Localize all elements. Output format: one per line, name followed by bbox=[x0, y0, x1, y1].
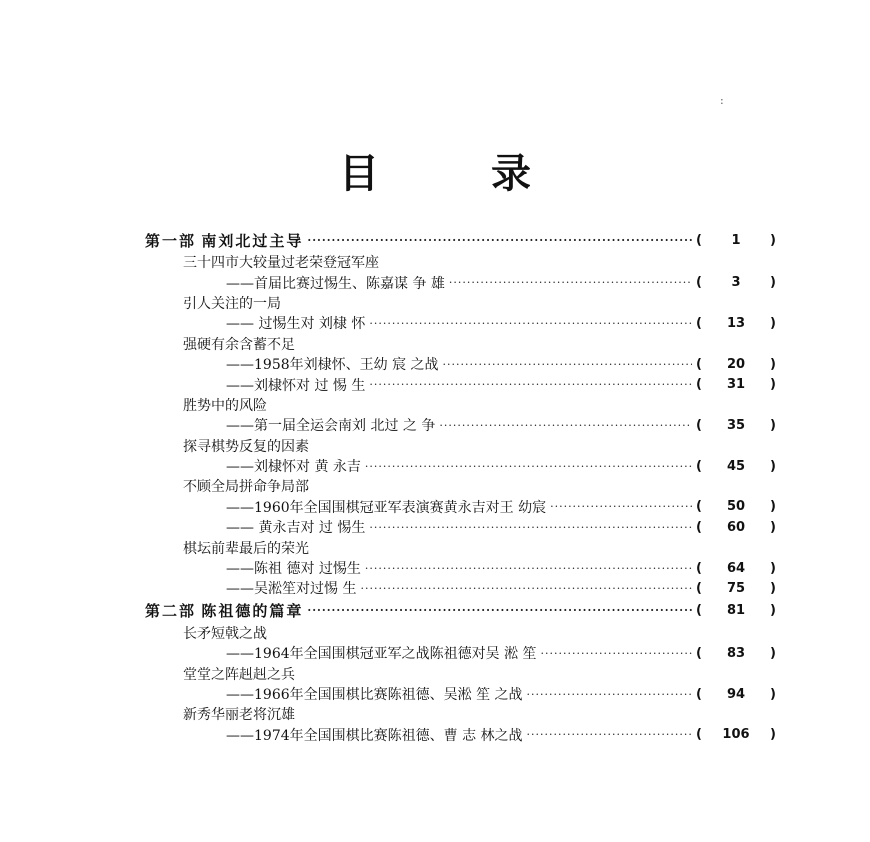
open-paren: ( bbox=[696, 417, 702, 433]
toc-entry-sub[interactable] bbox=[0, 354, 870, 374]
section-heading: 引人关注的一局 bbox=[183, 295, 281, 312]
dot-leader bbox=[365, 562, 692, 575]
part-number: 第一部 bbox=[145, 231, 197, 250]
game-title: ——1964年全国围棋冠亚军之战陈祖德对吴 淞 笙 bbox=[226, 646, 537, 663]
dot-leader bbox=[527, 728, 692, 741]
part-title: 陈祖德的篇章 bbox=[201, 602, 304, 621]
page-reference bbox=[696, 233, 776, 248]
dot-leader bbox=[369, 378, 692, 391]
open-paren: ( bbox=[696, 232, 702, 248]
section-heading: 长矛短戟之战 bbox=[183, 625, 267, 642]
toc-entry-heading[interactable] bbox=[0, 334, 870, 354]
toc-entry-heading[interactable] bbox=[0, 476, 870, 496]
dot-leader bbox=[365, 460, 692, 473]
toc-entry-sub[interactable] bbox=[0, 725, 870, 745]
dot-leader bbox=[360, 582, 692, 595]
close-paren: ) bbox=[770, 458, 776, 474]
page-reference bbox=[696, 727, 776, 742]
open-paren: ( bbox=[696, 356, 702, 372]
page-number: 83 bbox=[726, 645, 746, 661]
section-heading: 不顾全局拼命争局部 bbox=[183, 479, 309, 496]
open-paren: ( bbox=[696, 377, 702, 393]
page-number: 60 bbox=[726, 519, 746, 535]
open-paren: ( bbox=[696, 315, 702, 331]
toc-entry-heading[interactable] bbox=[0, 663, 870, 683]
section-heading: 堂堂之阵赳赳之兵 bbox=[183, 666, 295, 683]
page-number: 13 bbox=[726, 315, 746, 331]
page-number: 75 bbox=[726, 580, 746, 596]
page-title: 目 录 bbox=[339, 151, 567, 197]
toc-entry-sub[interactable] bbox=[0, 272, 870, 292]
game-title: ——1974年全国围棋比赛陈祖德、曹 志 林之战 bbox=[226, 727, 523, 744]
close-paren: ) bbox=[770, 356, 776, 372]
open-paren: ( bbox=[696, 686, 702, 702]
table-of-contents bbox=[0, 228, 870, 745]
page-number: 3 bbox=[731, 275, 741, 291]
close-paren: ) bbox=[770, 519, 776, 535]
page-number: 106 bbox=[722, 727, 750, 743]
page-reference bbox=[696, 499, 776, 514]
open-paren: ( bbox=[696, 499, 702, 515]
game-title: —— 黄永吉对 过 惕生 bbox=[226, 520, 366, 537]
close-paren: ) bbox=[770, 560, 776, 576]
toc-entry-heading[interactable] bbox=[0, 623, 870, 643]
open-paren: ( bbox=[696, 560, 702, 576]
page-number: 81 bbox=[726, 603, 746, 619]
page-reference bbox=[696, 603, 776, 618]
page-number: 35 bbox=[726, 417, 746, 433]
toc-entry-heading[interactable] bbox=[0, 395, 870, 415]
page-reference bbox=[696, 520, 776, 535]
page-number: 50 bbox=[726, 499, 746, 515]
page-reference bbox=[696, 418, 776, 433]
section-heading: 强硬有余含蓄不足 bbox=[183, 336, 295, 353]
dot-leader bbox=[550, 500, 692, 513]
page-number: 45 bbox=[726, 458, 746, 474]
dot-leader bbox=[439, 419, 692, 432]
toc-entry-heading[interactable] bbox=[0, 436, 870, 456]
game-title: ——陈祖 德对 过惕生 bbox=[226, 561, 361, 578]
close-paren: ) bbox=[770, 727, 776, 743]
close-paren: ) bbox=[770, 499, 776, 515]
game-title: —— 过惕生对 刘棣 怀 bbox=[226, 316, 366, 333]
page-number: 20 bbox=[726, 356, 746, 372]
toc-entry-sub[interactable] bbox=[0, 578, 870, 598]
game-title: ——刘棣怀对 黄 永吉 bbox=[226, 459, 361, 476]
close-paren: ) bbox=[770, 603, 776, 619]
game-title: ——首届比赛过惕生、陈嘉谋 争 雄 bbox=[226, 275, 445, 292]
game-title: ——刘棣怀对 过 惕 生 bbox=[226, 377, 366, 394]
toc-entry-heading[interactable] bbox=[0, 252, 870, 272]
game-title: ——吴淞笙对过惕 生 bbox=[226, 581, 357, 598]
section-heading: 三十四市大较量过老荣登冠军座 bbox=[183, 255, 379, 272]
open-paren: ( bbox=[696, 603, 702, 619]
close-paren: ) bbox=[770, 232, 776, 248]
open-paren: ( bbox=[696, 275, 702, 291]
dot-leader bbox=[369, 521, 692, 534]
dot-leader bbox=[369, 317, 692, 330]
page-reference bbox=[696, 377, 776, 392]
toc-entry-sub[interactable] bbox=[0, 313, 870, 333]
toc-entry-heading[interactable] bbox=[0, 704, 870, 724]
open-paren: ( bbox=[696, 645, 702, 661]
dot-leader bbox=[443, 358, 692, 371]
toc-entry-sub[interactable] bbox=[0, 374, 870, 394]
close-paren: ) bbox=[770, 645, 776, 661]
toc-entry-sub[interactable] bbox=[0, 497, 870, 517]
toc-entry-heading[interactable] bbox=[0, 293, 870, 313]
toc-entry-sub[interactable] bbox=[0, 517, 870, 537]
page-reference bbox=[696, 581, 776, 596]
close-paren: ) bbox=[770, 377, 776, 393]
page-reference bbox=[696, 357, 776, 372]
page-number: 64 bbox=[726, 560, 746, 576]
open-paren: ( bbox=[696, 519, 702, 535]
close-paren: ) bbox=[770, 417, 776, 433]
close-paren: ) bbox=[770, 275, 776, 291]
close-paren: ) bbox=[770, 686, 776, 702]
part-number: 第二部 bbox=[145, 602, 197, 621]
page-reference bbox=[696, 561, 776, 576]
toc-entry-sub[interactable] bbox=[0, 558, 870, 578]
section-heading: 新秀华丽老将沉雄 bbox=[183, 707, 295, 724]
page-reference bbox=[696, 687, 776, 702]
dot-leader bbox=[541, 647, 692, 660]
dot-leader bbox=[307, 604, 692, 617]
toc-entry-heading[interactable] bbox=[0, 537, 870, 557]
close-paren: ) bbox=[770, 580, 776, 596]
toc-entry-sub[interactable] bbox=[0, 456, 870, 476]
game-title: ——第一届全运会南刘 北过 之 争 bbox=[226, 418, 436, 435]
page-reference bbox=[696, 275, 776, 290]
page-number: 1 bbox=[731, 232, 741, 248]
game-title: ——1958年刘棣怀、王幼 宸 之战 bbox=[226, 357, 439, 374]
game-title: ——1960年全国围棋冠亚军表演赛黄永吉对王 幼宸 bbox=[226, 499, 547, 516]
toc-entry-part[interactable] bbox=[0, 228, 870, 252]
toc-entry-sub[interactable] bbox=[0, 684, 870, 704]
dot-leader bbox=[449, 276, 692, 289]
part-title: 南刘北过主导 bbox=[201, 231, 304, 250]
dot-leader bbox=[307, 234, 692, 247]
page-number: 94 bbox=[726, 686, 746, 702]
open-paren: ( bbox=[696, 580, 702, 596]
section-heading: 棋坛前辈最后的荣光 bbox=[183, 540, 309, 557]
open-paren: ( bbox=[696, 727, 702, 743]
scan-mark: : bbox=[720, 94, 724, 107]
dot-leader bbox=[527, 688, 692, 701]
page-reference bbox=[696, 316, 776, 331]
game-title: ——1966年全国围棋比赛陈祖德、吴淞 笙 之战 bbox=[226, 687, 523, 703]
section-heading: 探寻棋势反复的因素 bbox=[183, 438, 309, 455]
open-paren: ( bbox=[696, 458, 702, 474]
toc-entry-part[interactable] bbox=[0, 599, 870, 623]
page-reference bbox=[696, 646, 776, 661]
toc-entry-sub[interactable] bbox=[0, 643, 870, 663]
page-reference bbox=[696, 459, 776, 474]
section-heading: 胜势中的风险 bbox=[183, 397, 267, 414]
page-number: 31 bbox=[726, 377, 746, 393]
close-paren: ) bbox=[770, 315, 776, 331]
toc-entry-sub[interactable] bbox=[0, 415, 870, 435]
